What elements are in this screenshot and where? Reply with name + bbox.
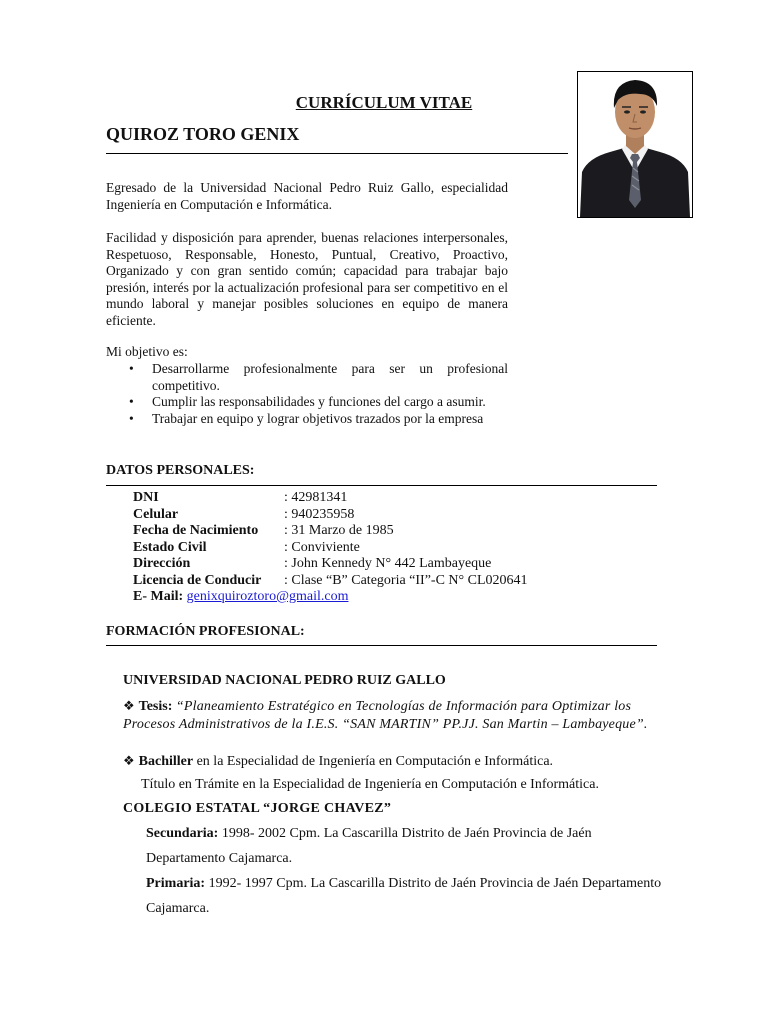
- primaria-continuation: Cajamarca.: [146, 901, 210, 916]
- person-photo-icon: [578, 72, 692, 217]
- email-label: E- Mail:: [133, 589, 184, 604]
- secundaria-label: Secundaria:: [146, 826, 219, 841]
- tesis-label: Tesis:: [138, 699, 173, 714]
- education-heading: FORMACIÓN PROFESIONAL:: [106, 624, 305, 639]
- secundaria-entry: [146, 826, 592, 842]
- list-item: • Trabajar en equipo y lograr objetivos trazados por la empresa: [106, 411, 508, 428]
- profile-qualities: Facilidad y disposición para aprender, buenas relaciones interpersonales, Respetuoso, Responsable, Honesto, Puntual, Creativo, Proactivo, Organizado y con gran sentido común; capacidad para trabajar bajo presión, interés por la actualización profesional para ser competitivo en el mundo laboral y manejar posibles soluciones en equipo de manera eficiente.: [106, 230, 508, 328]
- field-label: Fecha de Nacimiento: [133, 523, 259, 538]
- primaria-text: 1992- 1997 Cpm. La Cascarilla Distrito de Jaén Provincia de Jaén Departamento: [208, 876, 662, 891]
- field-label: Licencia de Conducir: [133, 572, 262, 588]
- diamond-bullet-icon: ❖: [123, 753, 135, 768]
- field-value: : 42981341: [284, 490, 348, 505]
- list-item: • Desarrollarme profesionalmente para ser un profesional competitivo.: [106, 361, 508, 394]
- field-value: : 940235958: [284, 506, 355, 522]
- school-name: COLEGIO ESTATAL “JORGE CHAVEZ”: [123, 801, 392, 816]
- bachiller-text: en la Especialidad de Ingeniería en Computación e Informática.: [196, 754, 554, 769]
- university-name: UNIVERSIDAD NACIONAL PEDRO RUIZ GALLO: [123, 673, 446, 688]
- profile-summary: Egresado de la Universidad Nacional Pedro Ruiz Gallo, especialidad Ingeniería en Computación e Informática.: [106, 180, 508, 212]
- personal-divider: [106, 485, 657, 486]
- field-value: : 31 Marzo de 1985: [284, 523, 394, 538]
- candidate-name: QUIROZ TORO GENIX: [106, 124, 300, 144]
- field-label: Estado Civil: [133, 539, 207, 555]
- field-label: Dirección: [133, 556, 191, 571]
- personal-data-heading: DATOS PERSONALES:: [106, 463, 255, 478]
- objective-label: Mi objetivo es:: [106, 344, 188, 359]
- diamond-bullet-icon: ❖: [123, 698, 135, 713]
- field-value: : John Kennedy N° 442 Lambayeque: [284, 556, 492, 571]
- email-row: [133, 589, 348, 606]
- tesis-title: “Planeamiento Estratégico en Tecnologías de Información para Optimizar los Procesos Administrativos de la I.E.S. “SAN MARTIN” PP.JJ. San Martin – Lambayeque”.: [123, 699, 648, 732]
- tesis-entry: [123, 697, 662, 734]
- bachiller-entry: [123, 753, 553, 770]
- field-value: : Conviviente: [284, 539, 360, 555]
- field-value: : Clase “B” Categoria “II”-C N° CL020641: [284, 572, 528, 588]
- field-label: DNI: [133, 490, 159, 505]
- education-divider: [106, 645, 657, 646]
- secundaria-continuation: Departamento Cajamarca.: [146, 851, 293, 866]
- page-title: CURRÍCULUM VITAE: [295, 93, 473, 112]
- profile-photo: [577, 71, 693, 218]
- primaria-label: Primaria:: [146, 876, 206, 891]
- list-item: • Cumplir las responsabilidades y funciones del cargo a asumir.: [106, 394, 508, 411]
- primaria-entry: [146, 876, 661, 892]
- objectives-list: [106, 361, 508, 427]
- field-label: Celular: [133, 506, 179, 522]
- email-link[interactable]: genixquiroztoro@gmail.com: [186, 589, 349, 604]
- bachiller-label: Bachiller: [138, 754, 194, 769]
- secundaria-text: 1998- 2002 Cpm. La Cascarilla Distrito de Jaén Provincia de Jaén: [221, 826, 592, 841]
- name-divider: [106, 153, 568, 154]
- titulo-text: Título en Trámite en la Especialidad de Ingeniería en Computación e Informática.: [141, 777, 599, 792]
